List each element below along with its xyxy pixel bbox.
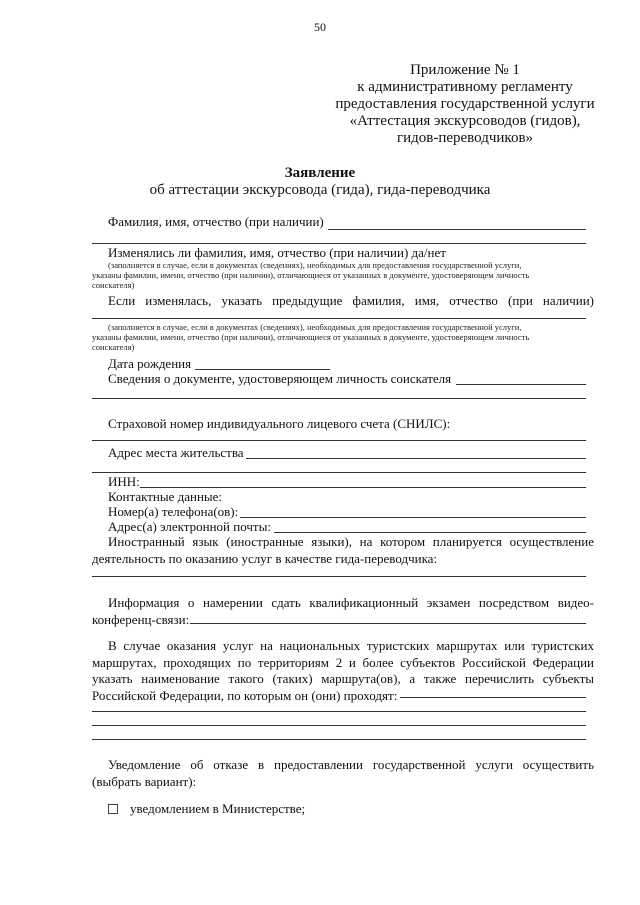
routes-line-3[interactable] — [92, 725, 586, 726]
appendix-line-2: к административному регламенту — [357, 79, 573, 95]
appendix-line-3: предоставления государственной услуги — [335, 96, 595, 112]
address-line-2[interactable] — [92, 472, 586, 473]
inn-line[interactable] — [140, 487, 586, 488]
full-name-label: Фамилия, имя, отчество (при наличии) — [108, 214, 324, 229]
inn-label: ИНН: — [108, 474, 140, 489]
note-2-line-1: (заполняется в случае, если в документах (сведениях), необходимых для предоставления государственной услуги, — [108, 322, 522, 332]
video-exam-label: Информация о намерении сдать квалификационный экзамен посредством видео-конференц-связи: — [92, 595, 594, 627]
ministry-option-label: уведомлением в Министерстве; — [130, 801, 306, 816]
note-2-line-2: указаны фамилии, имени, отчество (при наличии), отличающиеся от указанных в документе, удостоверяющем личность — [92, 332, 530, 342]
page-number: 50 — [314, 20, 326, 34]
video-exam-line[interactable] — [190, 623, 586, 624]
birth-date-line[interactable] — [195, 369, 330, 370]
previous-name-line[interactable] — [92, 318, 586, 319]
full-name-line[interactable] — [328, 229, 586, 230]
address-line[interactable] — [246, 458, 586, 459]
name-changed-label: Изменялись ли фамилия, имя, отчество (при наличии) да/нет — [108, 245, 446, 260]
email-label: Адрес(а) электронной почты: — [108, 519, 271, 534]
id-document-line[interactable] — [456, 384, 586, 385]
contacts-label: Контактные данные: — [108, 489, 223, 504]
routes-line-1[interactable] — [400, 697, 586, 698]
routes-line-2[interactable] — [92, 711, 586, 712]
note-2-line-3: соискателя) — [92, 342, 135, 352]
note-1-line-2: указаны фамилии, имени, отчество (при наличии), отличающиеся от указанных в документе, удостоверяющем личность — [92, 270, 530, 280]
full-name-line-2[interactable] — [92, 243, 586, 244]
note-1-line-3: соискателя) — [92, 280, 135, 290]
routes-label: В случае оказания услуг на национальных туристских маршрутах или туристских маршрутах, проходящих по территориям 2 и более субъектов Российской Федерации указать наименование такого (таких) маршрута(ов), а также перечислить субъекты Российской Федерации, по которым он (они) проходят: — [92, 638, 594, 703]
birth-date-label: Дата рождения — [108, 356, 192, 371]
phone-line[interactable] — [240, 517, 586, 518]
appendix-line-4: «Аттестация экскурсоводов (гидов), — [349, 113, 581, 129]
foreign-language-label: Иностранный язык (иностранные языки), на котором планируется осуществление деятельность по оказанию услуг в качестве гида-переводчика: — [92, 534, 594, 566]
routes-line-4[interactable] — [92, 739, 586, 740]
ministry-option-checkbox[interactable] — [108, 804, 118, 814]
appendix-header — [330, 62, 600, 147]
email-line[interactable] — [274, 532, 586, 533]
snils-line[interactable] — [92, 440, 586, 441]
refusal-notification-label: Уведомление об отказе в предоставлении государственной услуги осуществить (выбрать вариант): — [92, 757, 594, 789]
phone-label: Номер(а) телефона(ов): — [108, 504, 239, 519]
id-document-label: Сведения о документе, удостоверяющем личность соискателя — [108, 371, 452, 386]
document-subtitle: об аттестации экскурсовода (гида), гида-переводчика — [149, 182, 491, 198]
previous-name-label: Если изменялась, указать предыдущие фамилия, имя, отчество (при наличии) — [108, 293, 594, 308]
address-label: Адрес места жительства — [108, 445, 244, 460]
note-1-line-1: (заполняется в случае, если в документах (сведениях), необходимых для предоставления государственной услуги, — [108, 260, 522, 270]
id-document-line-2[interactable] — [92, 398, 586, 399]
appendix-line-1: Приложение № 1 — [410, 62, 520, 78]
document-title: Заявление — [284, 165, 356, 181]
foreign-language-line[interactable] — [92, 576, 586, 577]
appendix-line-5: гидов-переводчиков» — [396, 130, 534, 146]
snils-label: Страховой номер индивидуального лицевого счета (СНИЛС): — [108, 416, 451, 431]
